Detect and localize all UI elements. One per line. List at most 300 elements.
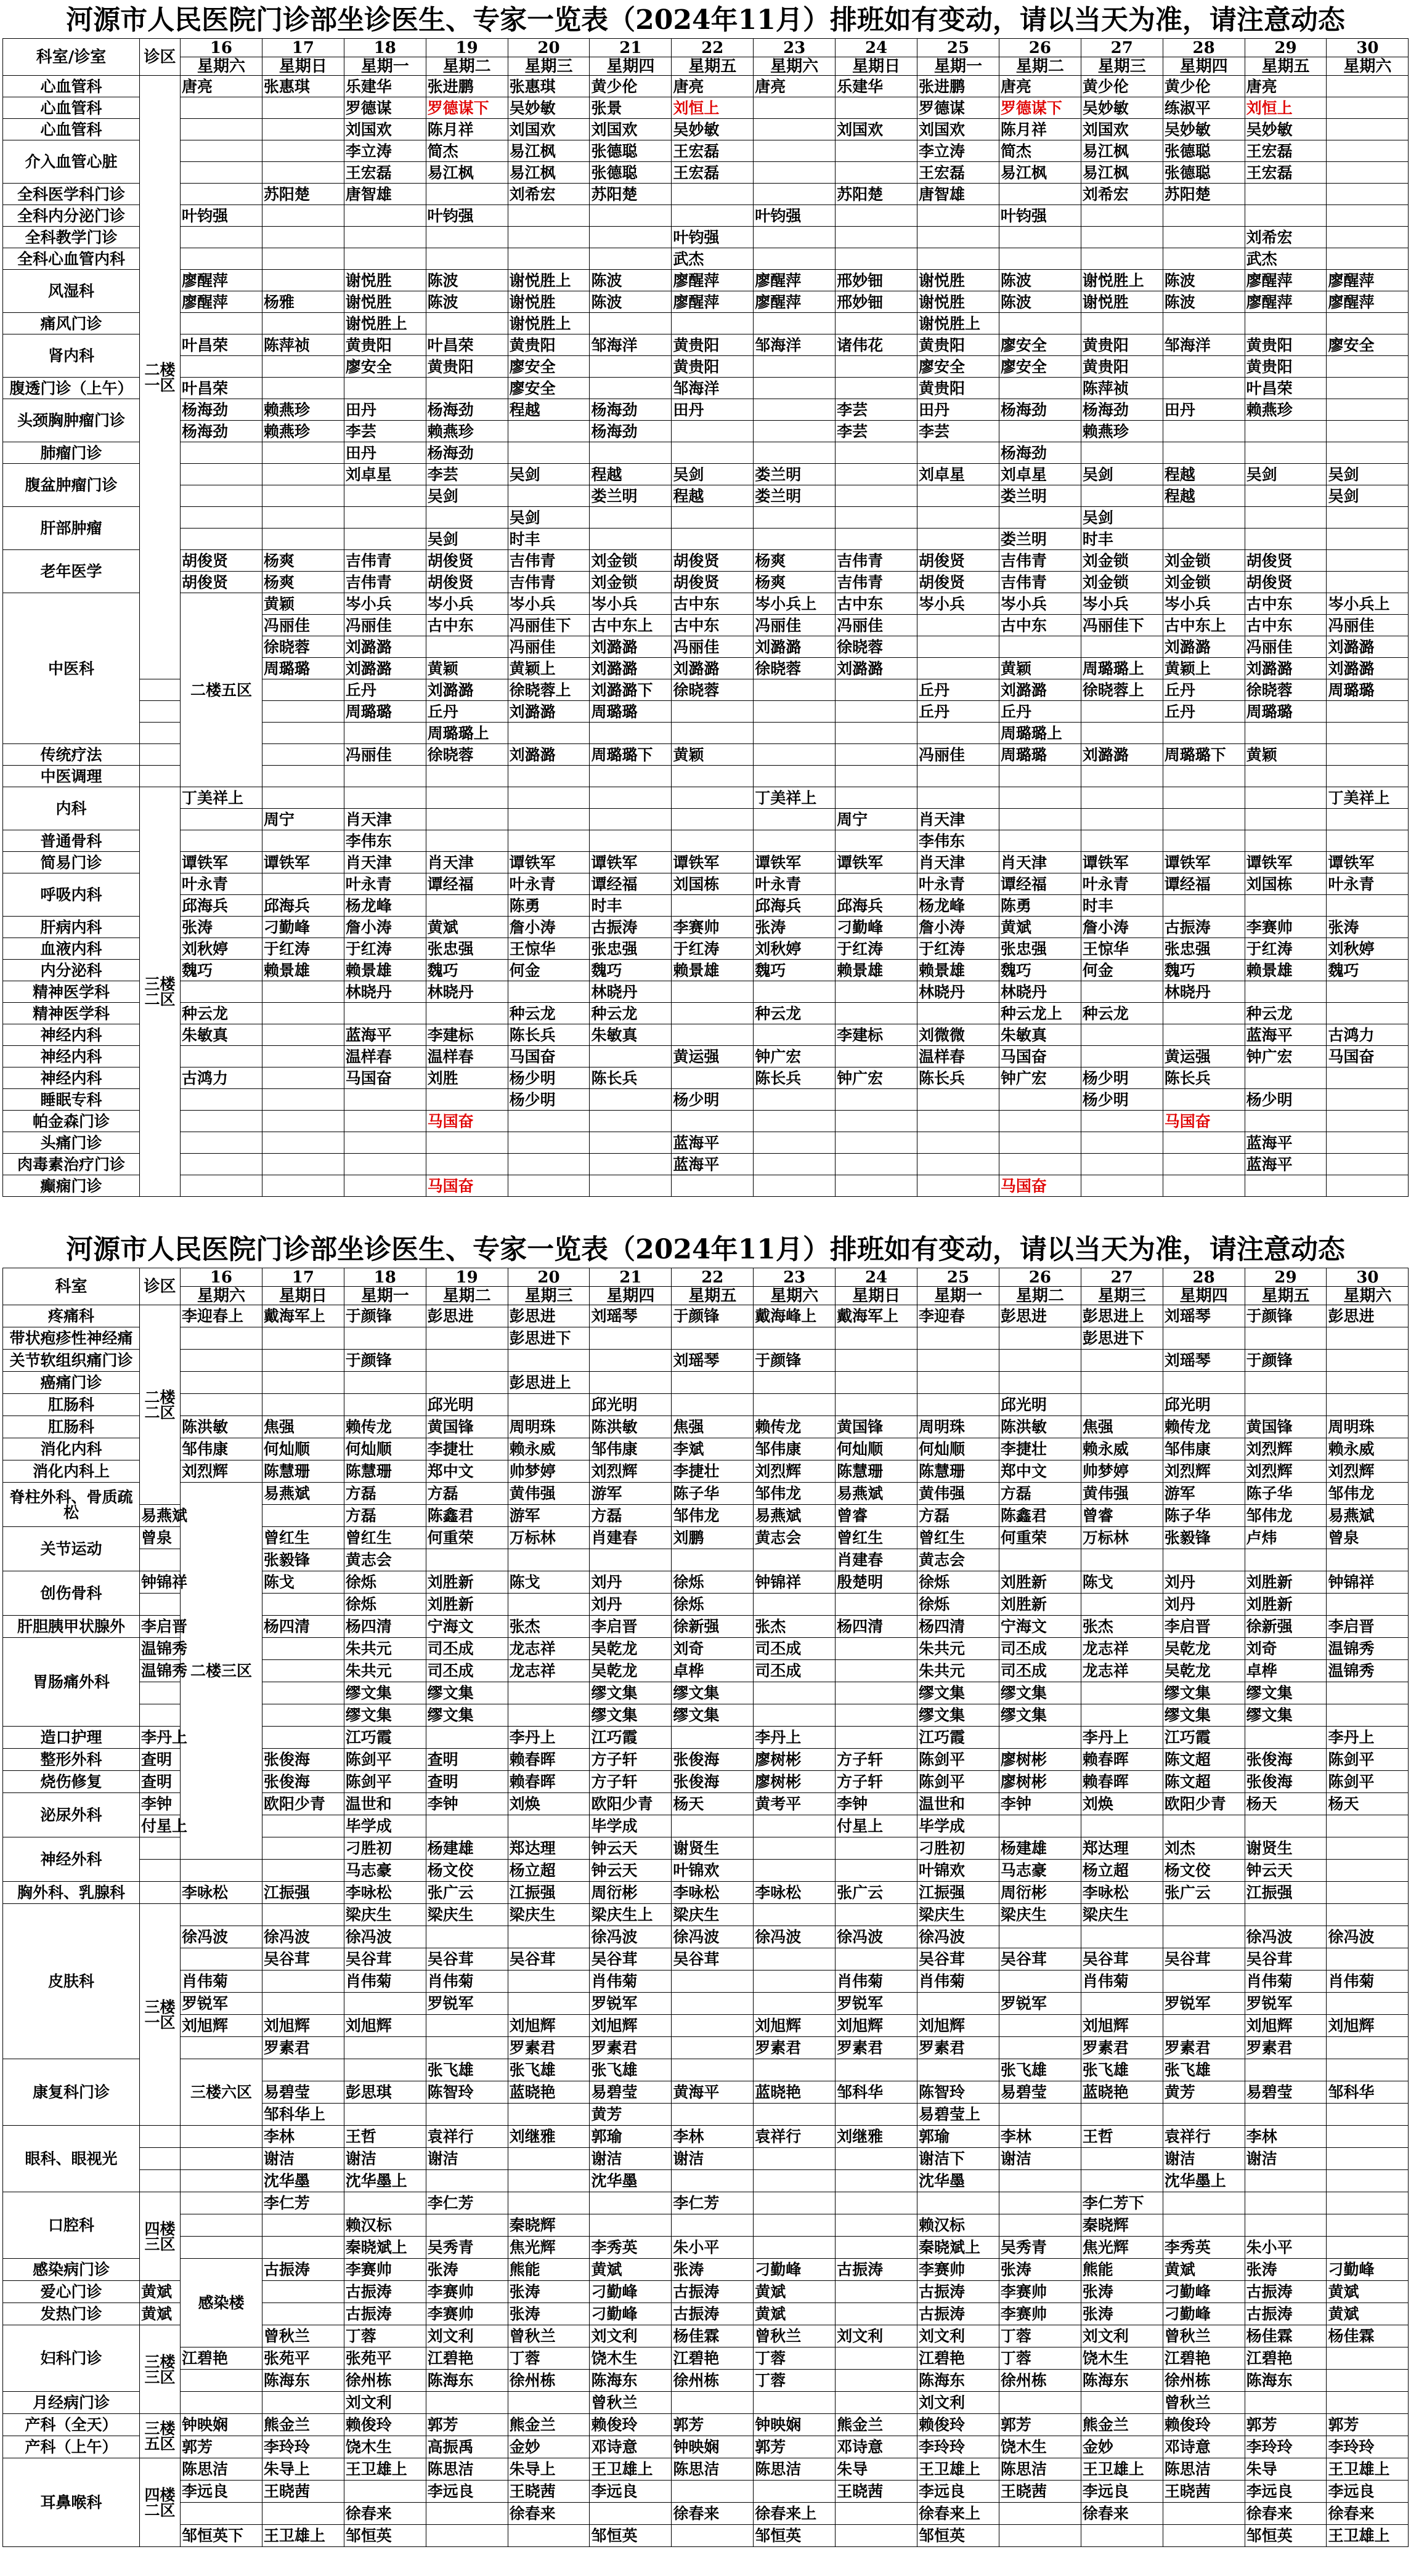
doctor-cell: 廖醒萍 — [672, 291, 754, 313]
doctor-cell: 江碧艳 — [672, 2347, 754, 2370]
doctor-cell: 刁胜初 — [917, 1837, 999, 1860]
header-weekday: 星期一 — [917, 57, 999, 76]
doctor-cell: 谢悦胜 — [344, 291, 426, 313]
doctor-cell: 丘丹 — [426, 701, 508, 723]
doctor-cell — [262, 1132, 344, 1154]
doctor-cell — [836, 2237, 917, 2259]
doctor-cell: 李远良 — [1081, 2481, 1163, 2503]
doctor-cell — [426, 787, 508, 809]
zone-label: 二楼三区 — [181, 1483, 262, 1860]
doctor-cell: 廖树彬 — [754, 1749, 836, 1771]
doctor-cell: 岑小兵上 — [754, 593, 836, 615]
doctor-cell: 乐建华 — [836, 76, 917, 97]
doctor-cell — [1327, 1394, 1409, 1416]
doctor-cell: 乐建华 — [344, 76, 426, 97]
doctor-cell — [262, 1154, 344, 1175]
doctor-cell: 岑小兵 — [426, 593, 508, 615]
doctor-cell — [1081, 227, 1163, 248]
doctor-cell: 司丕成 — [426, 1638, 508, 1660]
doctor-cell — [836, 2303, 917, 2325]
doctor-cell — [1327, 356, 1409, 378]
doctor-cell: 张俊海 — [1245, 1771, 1327, 1793]
doctor-cell: 周衍彬 — [999, 1882, 1081, 1904]
doctor-cell — [426, 1727, 508, 1749]
doctor-cell: 陈智玲 — [426, 2081, 508, 2104]
doctor-cell — [672, 766, 754, 787]
doctor-cell — [262, 1327, 344, 1350]
doctor-cell — [1327, 1067, 1409, 1089]
doctor-cell — [836, 2192, 917, 2214]
doctor-cell — [1327, 1882, 1409, 1904]
doctor-cell: 刘潞潞下 — [590, 679, 672, 701]
doctor-cell — [836, 873, 917, 895]
doctor-cell — [917, 248, 999, 270]
doctor-cell — [344, 378, 426, 399]
doctor-cell — [181, 2214, 262, 2237]
doctor-cell — [508, 421, 590, 442]
doctor-cell — [181, 2392, 262, 2414]
doctor-cell — [181, 2503, 262, 2525]
schedule-row — [3, 2370, 1409, 2392]
doctor-cell: 刘潞潞 — [344, 636, 426, 658]
doctor-cell — [262, 356, 344, 378]
doctor-cell — [672, 787, 754, 809]
doctor-cell — [836, 2370, 917, 2392]
doctor-cell: 毕学成 — [344, 1815, 426, 1837]
doctor-cell — [508, 1394, 590, 1416]
doctor-cell — [426, 2015, 508, 2037]
schedule-row — [3, 2414, 1409, 2436]
doctor-cell: 张涛 — [181, 917, 262, 938]
schedule-row — [3, 1024, 1409, 1046]
doctor-cell — [1245, 1815, 1327, 1837]
doctor-cell — [262, 1067, 344, 1089]
doctor-cell: 杨海劲 — [999, 399, 1081, 421]
department-label: 肛肠科 — [3, 1394, 140, 1416]
doctor-cell: 杨海劲 — [590, 421, 672, 442]
doctor-cell: 黄贵阳 — [1245, 334, 1327, 356]
doctor-cell: 李赛帅 — [1245, 917, 1327, 938]
doctor-cell: 田丹 — [1163, 399, 1245, 421]
doctor-cell: 缪文集 — [1245, 1682, 1327, 1704]
doctor-cell: 陈勇 — [999, 895, 1081, 917]
doctor-cell: 江碧艳 — [1163, 2347, 1245, 2370]
schedule-row — [3, 1175, 1409, 1197]
doctor-cell: 李赛帅 — [999, 2281, 1081, 2303]
doctor-cell: 刘烈辉 — [1163, 1460, 1245, 1483]
doctor-cell — [140, 679, 181, 701]
doctor-cell — [1327, 1904, 1409, 1926]
schedule-row — [3, 291, 1409, 313]
doctor-cell: 邹恒英 — [590, 2525, 672, 2547]
doctor-cell: 陈鑫君 — [999, 1505, 1081, 1527]
doctor-cell: 肖天津 — [344, 852, 426, 873]
header-weekday: 星期一 — [344, 1287, 426, 1305]
doctor-cell — [508, 485, 590, 507]
doctor-cell — [1245, 2170, 1327, 2192]
doctor-cell: 戴海峰上 — [754, 1305, 836, 1327]
doctor-cell: 金妙 — [508, 2436, 590, 2458]
doctor-cell: 刘金锁 — [590, 572, 672, 593]
doctor-cell: 郭芳 — [999, 2414, 1081, 2436]
doctor-cell: 古振涛 — [262, 2259, 344, 2281]
schedule-row — [3, 1483, 1409, 1505]
doctor-cell: 刘焕 — [1081, 1793, 1163, 1815]
doctor-cell — [140, 1704, 181, 1727]
doctor-cell: 廖醒萍 — [1327, 291, 1409, 313]
doctor-cell: 陈思洁 — [426, 2458, 508, 2481]
header-day: 25 — [917, 39, 999, 57]
doctor-cell — [590, 227, 672, 248]
doctor-cell: 缪文集 — [344, 1682, 426, 1704]
schedule-row — [3, 1904, 1409, 1926]
doctor-cell — [590, 1327, 672, 1350]
header-day: 29 — [1245, 39, 1327, 57]
doctor-cell — [262, 378, 344, 399]
doctor-cell: 王晓茜 — [999, 2481, 1081, 2503]
doctor-cell: 陈慧珊 — [344, 1460, 426, 1483]
doctor-cell — [836, 1132, 917, 1154]
doctor-cell: 李林 — [262, 2126, 344, 2148]
doctor-cell: 钟映娴 — [754, 2414, 836, 2436]
doctor-cell — [426, 2170, 508, 2192]
doctor-cell: 简杰 — [426, 140, 508, 162]
doctor-cell: 马国奋 — [426, 1175, 508, 1197]
doctor-cell: 缪文集 — [999, 1704, 1081, 1727]
schedule-row — [3, 2259, 1409, 2281]
doctor-cell — [426, 2037, 508, 2059]
doctor-cell: 肖伟菊 — [917, 1970, 999, 1993]
doctor-cell — [262, 2281, 344, 2303]
doctor-cell: 李芸 — [344, 421, 426, 442]
doctor-cell — [426, 2392, 508, 2414]
doctor-cell: 谭铁军 — [508, 852, 590, 873]
doctor-cell — [262, 313, 344, 334]
doctor-cell: 李仁芳 — [426, 2192, 508, 2214]
department-label: 肾内科 — [3, 334, 140, 378]
doctor-cell — [836, 313, 917, 334]
doctor-cell: 廖醒萍 — [754, 270, 836, 291]
doctor-cell: 徐冯波 — [836, 1926, 917, 1948]
doctor-cell: 刘旭辉 — [508, 2015, 590, 2037]
doctor-cell — [754, 2214, 836, 2237]
schedule-row — [3, 572, 1409, 593]
doctor-cell: 罗锐军 — [999, 1993, 1081, 2015]
doctor-cell: 万标林 — [1081, 1527, 1163, 1549]
doctor-cell: 赖传龙 — [1163, 1416, 1245, 1438]
doctor-cell: 刘瑶琴 — [1163, 1350, 1245, 1372]
doctor-cell: 刘潞潞 — [672, 658, 754, 679]
doctor-cell: 刘丹 — [590, 1594, 672, 1616]
doctor-cell — [754, 1175, 836, 1197]
doctor-cell: 吴谷茸 — [1163, 1948, 1245, 1970]
doctor-cell — [262, 2214, 344, 2237]
doctor-cell — [917, 1175, 999, 1197]
doctor-cell: 黄贵阳 — [672, 334, 754, 356]
doctor-cell: 杨建雄 — [999, 1837, 1081, 1860]
doctor-cell: 廖醒萍 — [181, 291, 262, 313]
doctor-cell: 赖景雄 — [1245, 960, 1327, 981]
doctor-cell — [262, 1837, 344, 1860]
doctor-cell — [426, 248, 508, 270]
doctor-cell — [754, 1024, 836, 1046]
doctor-cell — [1081, 723, 1163, 744]
zone-label: 四楼二区 — [140, 2458, 181, 2547]
doctor-cell — [999, 2170, 1081, 2192]
doctor-cell — [1081, 442, 1163, 464]
doctor-cell: 黄贵阳 — [426, 356, 508, 378]
doctor-cell — [999, 2015, 1081, 2037]
doctor-cell — [1081, 1154, 1163, 1175]
doctor-cell — [754, 529, 836, 550]
doctor-cell — [1245, 1175, 1327, 1197]
doctor-cell: 金妙 — [1081, 2436, 1163, 2458]
doctor-cell: 缪文集 — [344, 1704, 426, 1727]
department-label: 妇科门诊 — [3, 2325, 140, 2392]
doctor-cell — [836, 1003, 917, 1024]
doctor-cell: 朱导上 — [508, 2458, 590, 2481]
doctor-cell: 吴剑 — [1081, 464, 1163, 485]
doctor-cell: 黄运强 — [672, 1046, 754, 1067]
doctor-cell: 陈勇 — [508, 895, 590, 917]
doctor-cell: 吴谷茸 — [1245, 1948, 1327, 1970]
doctor-cell: 詹小涛 — [917, 917, 999, 938]
doctor-cell — [672, 1175, 754, 1197]
doctor-cell: 徐州栋 — [672, 2370, 754, 2392]
doctor-cell: 何重荣 — [426, 1527, 508, 1549]
doctor-cell — [1245, 1111, 1327, 1132]
doctor-cell — [262, 2503, 344, 2525]
doctor-cell: 饶木生 — [590, 2347, 672, 2370]
doctor-cell — [590, 787, 672, 809]
doctor-cell: 赖传龙 — [754, 1416, 836, 1438]
doctor-cell: 徐冯波 — [181, 1926, 262, 1948]
doctor-cell: 丁蓉 — [999, 2347, 1081, 2370]
doctor-cell — [508, 1970, 590, 1993]
doctor-cell: 罗素君 — [590, 2037, 672, 2059]
doctor-cell: 刘文利 — [836, 2325, 917, 2347]
doctor-cell: 陈波 — [590, 291, 672, 313]
doctor-cell: 朱敏真 — [590, 1024, 672, 1046]
doctor-cell: 詹小涛 — [1081, 917, 1163, 938]
doctor-cell — [999, 2104, 1081, 2126]
doctor-cell: 缪文集 — [1163, 1704, 1245, 1727]
doctor-cell — [1327, 1815, 1409, 1837]
doctor-cell — [181, 248, 262, 270]
doctor-cell: 刁勤峰 — [1163, 2281, 1245, 2303]
department-label: 全科心血管内科 — [3, 248, 140, 270]
schedule-row — [3, 830, 1409, 852]
doctor-cell: 于颜锋 — [344, 1350, 426, 1372]
doctor-cell: 杨少明 — [1081, 1089, 1163, 1111]
doctor-cell: 卓桦 — [1245, 1660, 1327, 1682]
doctor-cell: 邹恒英下 — [181, 2525, 262, 2547]
doctor-cell — [836, 205, 917, 227]
doctor-cell: 朱导 — [836, 2458, 917, 2481]
doctor-cell: 黄芳 — [590, 2104, 672, 2126]
doctor-cell — [590, 378, 672, 399]
doctor-cell: 张涛 — [1245, 2259, 1327, 2281]
header-dept: 科室/诊室 — [3, 39, 140, 76]
doctor-cell: 曾睿 — [1081, 1505, 1163, 1527]
header-day: 22 — [672, 39, 754, 57]
doctor-cell — [999, 1372, 1081, 1394]
doctor-cell: 曾秋兰 — [262, 2325, 344, 2347]
header-day: 22 — [672, 1268, 754, 1287]
department-label: 发热门诊 — [3, 2303, 140, 2325]
doctor-cell: 吴谷茸 — [672, 1948, 754, 1970]
schedule-row — [3, 270, 1409, 291]
doctor-cell: 陈思洁 — [672, 2458, 754, 2481]
header-weekday: 星期四 — [590, 57, 672, 76]
doctor-cell: 杨少明 — [508, 1067, 590, 1089]
doctor-cell — [508, 1993, 590, 2015]
doctor-cell — [181, 1175, 262, 1197]
doctor-cell: 魏巧 — [999, 960, 1081, 981]
doctor-cell: 李玲玲 — [262, 2436, 344, 2458]
doctor-cell: 王晓茜 — [836, 2481, 917, 2503]
header-weekday: 星期三 — [508, 1287, 590, 1305]
doctor-cell — [672, 1024, 754, 1046]
department-label: 心血管科 — [3, 119, 140, 140]
doctor-cell: 曾秋兰 — [1163, 2392, 1245, 2414]
doctor-cell: 刘潞潞 — [590, 636, 672, 658]
doctor-cell: 谢洁 — [999, 2148, 1081, 2170]
doctor-cell — [181, 2192, 262, 2214]
header-row-weekdays — [3, 1287, 1409, 1305]
doctor-cell: 陈萍祯 — [262, 334, 344, 356]
doctor-cell — [754, 1815, 836, 1837]
header-day: 17 — [262, 1268, 344, 1287]
doctor-cell — [836, 1594, 917, 1616]
doctor-cell: 曾红生 — [836, 1527, 917, 1549]
doctor-cell: 刘国欢 — [508, 119, 590, 140]
doctor-cell: 古振涛 — [917, 2303, 999, 2325]
doctor-cell: 谢洁 — [1163, 2148, 1245, 2170]
doctor-cell: 谢洁下 — [917, 2148, 999, 2170]
doctor-cell — [836, 830, 917, 852]
doctor-cell — [262, 1638, 344, 1660]
doctor-cell — [262, 529, 344, 550]
doctor-cell: 唐智雄 — [344, 184, 426, 205]
doctor-cell — [590, 1549, 672, 1571]
doctor-cell: 唐亮 — [181, 76, 262, 97]
doctor-cell: 谭经福 — [590, 873, 672, 895]
schedule-row — [3, 2458, 1409, 2481]
doctor-cell — [426, 1089, 508, 1111]
doctor-cell — [917, 2192, 999, 2214]
doctor-cell — [426, 1549, 508, 1571]
doctor-cell: 廖醒萍 — [1245, 291, 1327, 313]
doctor-cell — [1081, 2525, 1163, 2547]
doctor-cell: 刁勤峰 — [754, 2259, 836, 2281]
doctor-cell: 徐烁 — [917, 1594, 999, 1616]
doctor-cell: 易燕斌 — [754, 1505, 836, 1527]
doctor-cell — [1327, 442, 1409, 464]
department-label: 消化内科 — [3, 1438, 140, 1460]
doctor-cell: 吴剑 — [426, 485, 508, 507]
doctor-cell: 江碧艳 — [917, 2347, 999, 2370]
doctor-cell — [508, 1682, 590, 1704]
doctor-cell: 刘瑶琴 — [1163, 1305, 1245, 1327]
schedule-row — [3, 1882, 1409, 1904]
doctor-cell: 刘瑶琴 — [590, 1305, 672, 1327]
doctor-cell: 陈戈 — [1081, 1571, 1163, 1594]
doctor-cell: 诸伟花 — [836, 334, 917, 356]
department-label: 月经病门诊 — [3, 2392, 140, 2414]
doctor-cell: 赖春晖 — [1081, 1749, 1163, 1771]
doctor-cell: 张涛 — [672, 2259, 754, 2281]
doctor-cell — [1163, 1089, 1245, 1111]
doctor-cell — [1327, 76, 1409, 97]
doctor-cell: 肖伟菊 — [344, 1970, 426, 1993]
doctor-cell: 彭思进 — [426, 1305, 508, 1327]
doctor-cell — [917, 1111, 999, 1132]
doctor-cell: 刘国欢 — [1081, 119, 1163, 140]
doctor-cell — [181, 981, 262, 1003]
doctor-cell: 谢悦胜上 — [1081, 270, 1163, 291]
doctor-cell: 梁庆生 — [344, 1904, 426, 1926]
doctor-cell — [1327, 2037, 1409, 2059]
schedule-row — [3, 1394, 1409, 1416]
doctor-cell: 易燕斌 — [1327, 1505, 1409, 1527]
doctor-cell: 缪文集 — [672, 1704, 754, 1727]
doctor-cell: 徐春来 — [344, 2503, 426, 2525]
doctor-cell — [426, 507, 508, 529]
doctor-cell: 时丰 — [1081, 529, 1163, 550]
doctor-cell: 刘旭辉 — [917, 2015, 999, 2037]
doctor-cell — [1163, 723, 1245, 744]
doctor-cell: 叶永青 — [917, 873, 999, 895]
doctor-cell: 张忠强 — [999, 938, 1081, 960]
doctor-cell: 方磊 — [344, 1505, 426, 1527]
schedule-row — [3, 2503, 1409, 2525]
header-weekday: 星期六 — [181, 57, 262, 76]
doctor-cell: 练淑平 — [1163, 97, 1245, 119]
doctor-cell: 易江枫 — [508, 162, 590, 184]
doctor-cell: 徐州栋 — [1163, 2370, 1245, 2392]
department-label: 癌痛门诊 — [3, 1372, 140, 1394]
department-label: 关节运动 — [3, 1527, 140, 1571]
doctor-cell: 廖安全 — [344, 356, 426, 378]
doctor-cell: 刘胜新 — [426, 1594, 508, 1616]
doctor-cell — [672, 313, 754, 334]
doctor-cell: 肖天津 — [344, 809, 426, 830]
schedule-row — [3, 2170, 1409, 2192]
doctor-cell: 赖俊玲 — [1163, 2414, 1245, 2436]
doctor-cell — [262, 97, 344, 119]
doctor-cell: 黄颖 — [672, 744, 754, 766]
doctor-cell — [181, 2037, 262, 2059]
doctor-cell: 魏巧 — [590, 960, 672, 981]
doctor-cell — [754, 184, 836, 205]
doctor-cell — [1327, 723, 1409, 744]
doctor-cell: 邓诗意 — [1163, 2436, 1245, 2458]
doctor-cell: 魏巧 — [1163, 960, 1245, 981]
doctor-cell: 钟云天 — [1245, 1860, 1327, 1882]
doctor-cell — [344, 248, 426, 270]
doctor-cell: 刁胜初 — [344, 1837, 426, 1860]
doctor-cell: 温锦秀 — [1327, 1638, 1409, 1660]
doctor-cell — [1327, 1993, 1409, 2015]
doctor-cell — [917, 529, 999, 550]
doctor-cell: 刘文利 — [917, 2392, 999, 2414]
header-weekday: 星期二 — [426, 1287, 508, 1305]
doctor-cell: 徐晓蓉 — [262, 636, 344, 658]
doctor-cell: 于红涛 — [344, 938, 426, 960]
doctor-cell: 戴海军上 — [262, 1305, 344, 1327]
doctor-cell — [672, 2214, 754, 2237]
